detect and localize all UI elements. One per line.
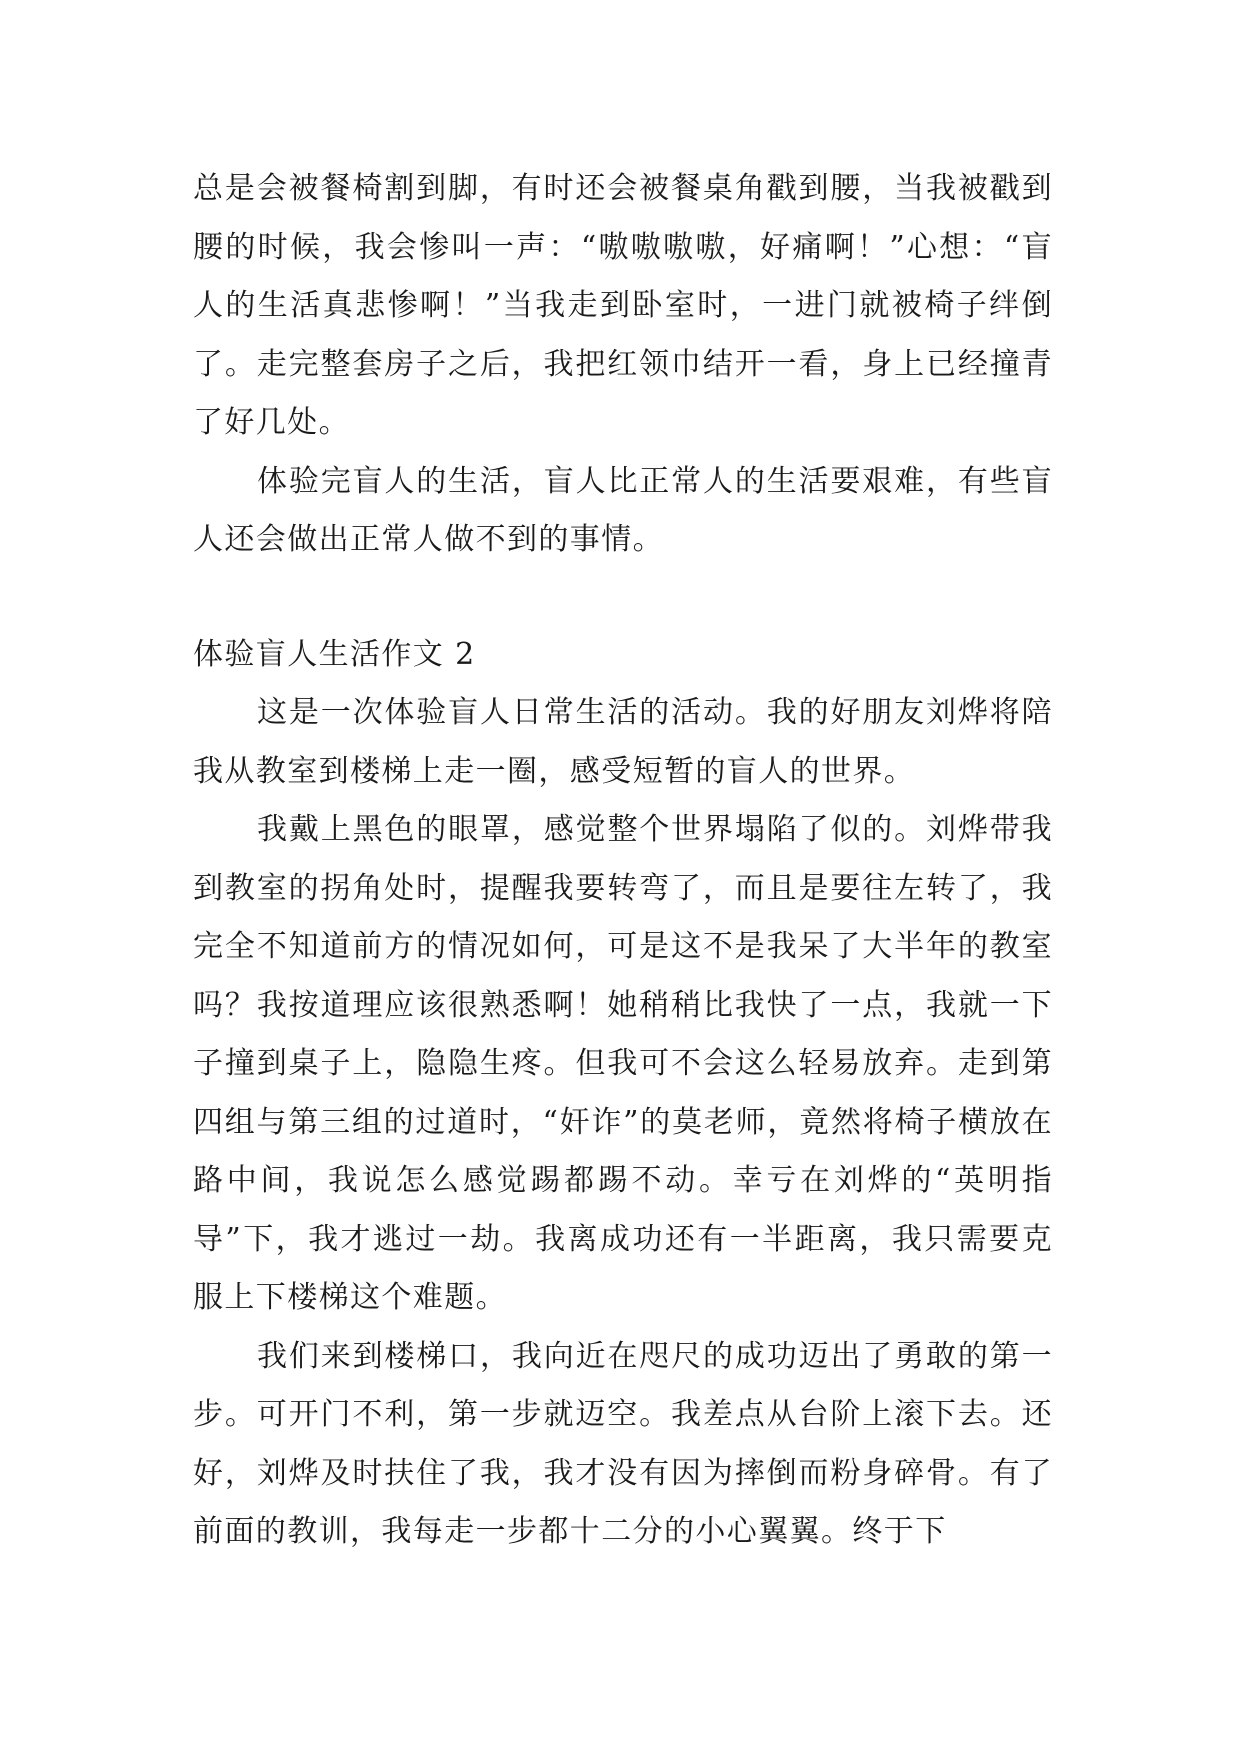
section-spacer bbox=[193, 570, 1053, 626]
paragraph: 这是一次体验盲人日常生活的活动。我的好朋友刘烨将陪我从教室到楼梯上走一圈，感受短暂的盲人的世界。 bbox=[193, 695, 1053, 789]
paragraph: 我们来到楼梯口，我向近在咫尺的成功迈出了勇敢的第一步。可开门不利，第一步就迈空。我差点从台阶上滚下去。还好，刘烨及时扶住了我，我才没有因为摔倒而粉身碎骨。有了前面的教训，我每走一步都十二分的小心翼翼。终于下 bbox=[193, 1338, 1053, 1549]
paragraph-continued: 总是会被餐椅割到脚，有时还会被餐桌角戳到腰，当我被戳到腰的时候，我会惨叫一声：“嗷嗷嗷嗷，好痛啊！”心想：“盲人的生活真悲惨啊！”当我走到卧室时，一进门就被椅子绊倒了。走完整套房子之后，我把红领巾结开一看，身上已经撞青了好几处。 bbox=[193, 171, 1053, 440]
document-body bbox=[193, 160, 1053, 1562]
paragraph-conclusion: 体验完盲人的生活，盲人比正常人的生活要艰难，有些盲人还会做出正常人做不到的事情。 bbox=[193, 463, 1053, 557]
paragraph: 我戴上黑色的眼罩，感觉整个世界塌陷了似的。刘烨带我到教室的拐角处时，提醒我要转弯了，而且是要往左转了，我完全不知道前方的情况如何，可是这不是我呆了大半年的教室吗？我按道理应该很熟悉啊！她稍稍比我快了一点，我就一下子撞到桌子上，隐隐生疼。但我可不会这么轻易放弃。走到第四组与第三组的过道时，“奸诈”的莫老师，竟然将椅子横放在路中间，我说怎么感觉踢都踢不动。幸亏在刘烨的“英明指导”下，我才逃过一劫。我离成功还有一半距离，我只需要克服上下楼梯这个难题。 bbox=[193, 812, 1053, 1315]
section-title: 体验盲人生活作文 2 bbox=[193, 636, 476, 672]
